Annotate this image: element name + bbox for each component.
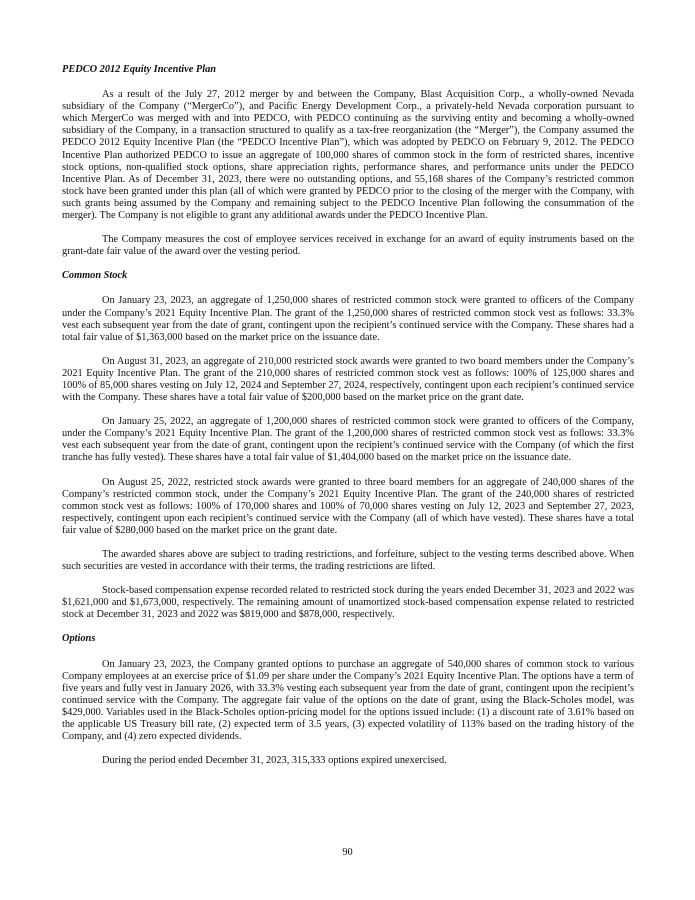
paragraph-grant-aug-2022: On August 25, 2022, restricted stock awards were granted to three board members for an aggregate of 240,000 shares of the Company’s restricted common stock, under the Company’s 2021 Equity Incentive Plan. The grant of the 240,000 shares of restricted common stock vest as follows: 100% of 170,000 shares and 100% of 70,000 shares vesting on July 12, 2023 and September 27, 2023, respectively, contingent upon each recipient’s continued service with the Company (all of which have vested). These shares have a total fair value of $280,000 based on the market price on the grant date. xyxy=(62,476,634,536)
paragraph-pedco-merger: As a result of the July 27, 2012 merger by and between the Company, Blast Acquisition Corp., a wholly-owned Nevada subsidiary of the Company (“MergerCo”), and Pacific Energy Development Corp., a privately-held Nevada corporation pursuant to which MergerCo was merged with and into PEDCO, with PEDCO continuing as the surviving entity and becoming a wholly-owned subsidiary of the Company, in a transaction structured to qualify as a tax-free reorganization (the “Merger”), the Company assumed the PEDCO 2012 Equity Incentive Plan (the “PEDCO Incentive Plan”), which was adopted by PEDCO on February 9, 2012. The PEDCO Incentive Plan authorized PEDCO to issue an aggregate of 100,000 shares of common stock in the form of restricted shares, incentive stock options, non-qualified stock options, share appreciation rights, performance shares, and performance units under the PEDCO Incentive Plan. As of December 31, 2023, there were no outstanding options, and 55,168 shares of the Company’s restricted common stock have been granted under this plan (all of which were granted by PEDCO prior to the closing of the merger with the Company, with such grants being assumed by the Company and remaining subject to the PEDCO Incentive Plan following the consummation of the merger). The Company is not eligible to grant any additional awards under the PEDCO Incentive Plan. xyxy=(62,89,634,222)
page-number: 90 xyxy=(342,847,353,858)
section-heading-common-stock: Common Stock xyxy=(62,270,128,282)
paragraph-trading-restrictions: The awarded shares above are subject to trading restrictions, and forfeiture, subject to the vesting terms described above. When such securities are vested in accordance with their terms, the trading restrictions are lifted. xyxy=(62,549,634,573)
paragraph-pedco-measurement: The Company measures the cost of employee services received in exchange for an award of equity instruments based on the grant-date fair value of the award over the vesting period. xyxy=(62,234,634,258)
paragraph-compensation-expense: Stock-based compensation expense recorded related to restricted stock during the years ended December 31, 2023 and 2022 was $1,621,000 and $1,673,000, respectively. The remaining amount of unamortized stock-based compensation expense related to restricted stock at December 31, 2023 and 2022 was $819,000 and $878,000, respectively. xyxy=(62,585,634,621)
paragraph-grant-aug-2023: On August 31, 2023, an aggregate of 210,000 restricted stock awards were granted to two board members under the Company’s 2021 Equity Incentive Plan. The grant of the 210,000 shares of restricted common stock vest as follows: 100% of 125,000 shares and 100% of 85,000 shares vesting on July 12, 2024 and September 27, 2024, respectively, contingent upon each recipient’s continued service with the Company. These shares have a total fair value of $200,000 based on the market price on the grant date. xyxy=(62,355,634,404)
section-heading-pedco-plan: PEDCO 2012 Equity Incentive Plan xyxy=(62,64,217,75)
paragraph-options-grant: On January 23, 2023, the Company granted options to purchase an aggregate of 540,000 shares of common stock to various Company employees at an exercise price of $1.09 per share under the Company’s 2021 Equity Incentive Plan. The options have a term of five years and fully vest in January 2026, with 33.3% vesting each subsequent year from the date of grant, contingent upon the recipient’s continued service with the Company. The aggregate fair value of the options on the date of grant, using the Black-Scholes model, was $429,000. Variables used in the Black-Scholes option-pricing model for the options issued include: (1) a discount rate of 3.61% based on the applicable US Treasury bill rate, (2) expected term of 3.5 years, (3) expected volatility of 113% based on the trading history of the Company, and (4) zero expected dividends. xyxy=(62,658,634,743)
paragraph-options-expired: During the period ended December 31, 2023, 315,333 options expired unexercised. xyxy=(102,755,447,767)
document-page xyxy=(62,64,634,767)
paragraph-grant-jan-2022: On January 25, 2022, an aggregate of 1,200,000 shares of restricted common stock were granted to officers of the Company, under the Company’s 2021 Equity Incentive Plan. The grant of the 1,200,000 shares of restricted common stock vest as follows: 33.3% vest each subsequent year from the date of grant, contingent upon the recipient’s continued service with the Company (of which the first tranche has fully vested). These shares have a total fair value of $1,404,000 based on the market price on the issuance date. xyxy=(62,416,634,464)
paragraph-grant-jan-2023: On January 23, 2023, an aggregate of 1,250,000 shares of restricted common stock were granted to officers of the Company under the Company’s 2021 Equity Incentive Plan. The grant of the 1,250,000 shares of restricted common stock vest as follows: 33.3% vest each subsequent year from the date of grant, contingent upon the recipient’s continued service with the Company. These shares had a total fair value of $1,363,000 based on the market price on the issuance date. xyxy=(62,295,634,343)
section-heading-options: Options xyxy=(62,633,96,645)
